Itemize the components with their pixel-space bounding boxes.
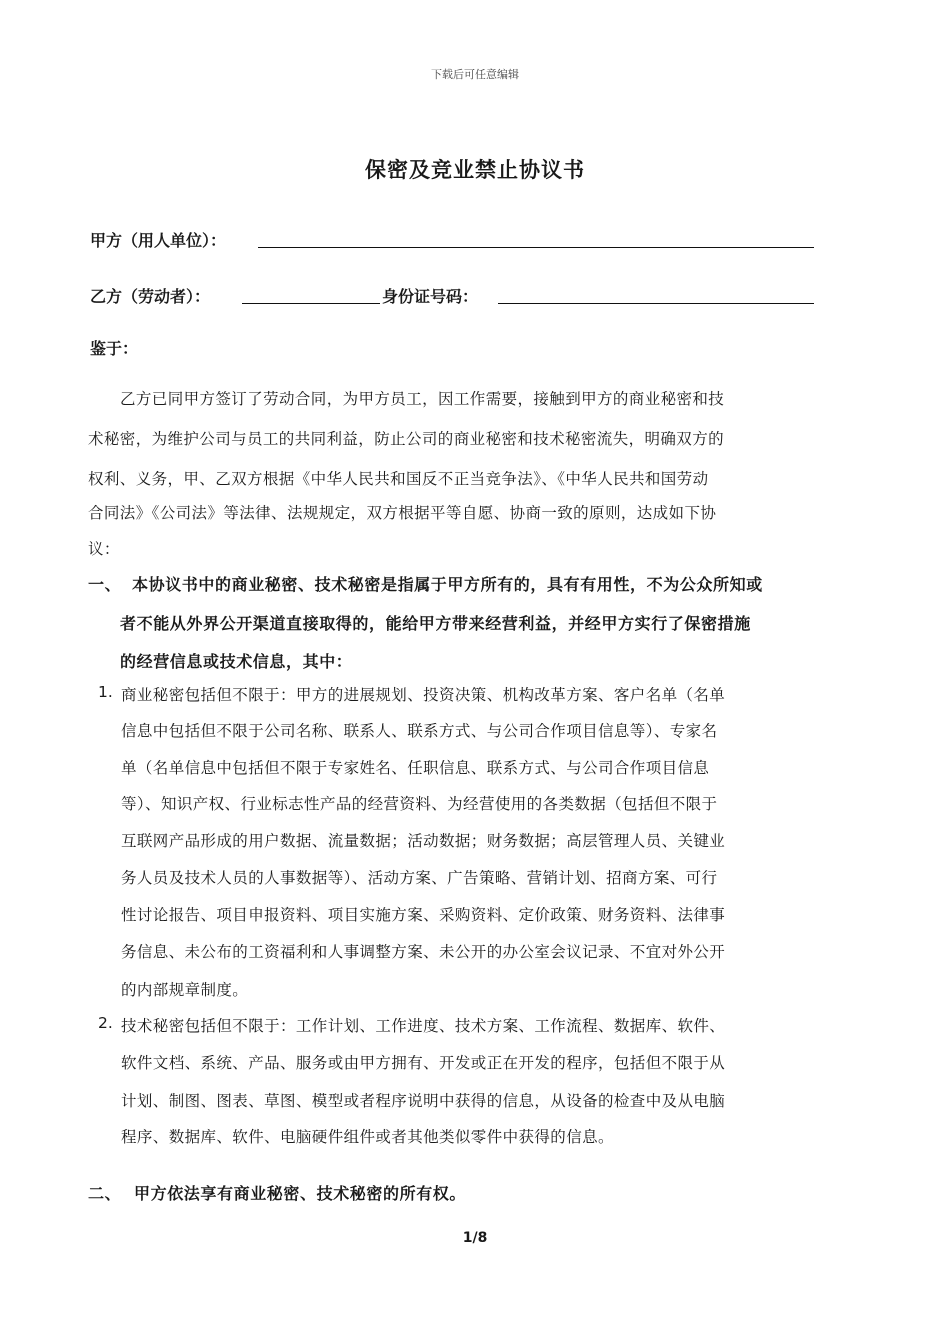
current-page: 1 xyxy=(462,1230,473,1246)
intro-line: 乙方已同甲方签订了劳动合同，为甲方员工，因工作需要，接触到甲方的商业秘密和技 xyxy=(120,390,725,408)
page-separator: / xyxy=(472,1230,478,1246)
article-1-line: 者不能从外界公开渠道直接取得的，能给甲方带来经营利益，并经甲方实行了保密措施 xyxy=(120,614,751,633)
party-b-label: 乙方（劳动者）： xyxy=(90,287,211,306)
item-line: 性讨论报告、项目申报资料、项目实施方案、采购资料、定价政策、财务资料、法律事 xyxy=(121,906,726,924)
item-line: 信息中包括但不限于公司名称、联系人、联系方式、与公司合作项目信息等）、专家名 xyxy=(121,722,718,740)
item-number: 1. xyxy=(98,683,113,701)
article-1-number: 一、 xyxy=(88,575,122,594)
article-2-number: 二、 xyxy=(88,1184,122,1203)
total-pages: 8 xyxy=(477,1230,488,1246)
intro-line: 合同法》《公司法》等法律、法规规定，双方根据平等自愿、协商一致的原则，达成如下协 xyxy=(88,504,717,522)
intro-line: 权利、义务，甲、乙双方根据《中华人民共和国反不正当竞争法》、《中华人民共和国劳动 xyxy=(88,470,709,488)
item-line: 务人员及技术人员的人事数据等）、活动方案、广告策略、营销计划、招商方案、可行 xyxy=(121,869,718,887)
party-a-label: 甲方（用人单位）： xyxy=(90,231,227,250)
id-number-blank xyxy=(498,303,814,304)
header-note: 下载后可任意编辑 xyxy=(431,68,519,81)
item-line: 技术秘密包括但不限于：工作计划、工作进度、技术方案、工作流程、数据库、软件、 xyxy=(121,1017,726,1035)
item-line: 计划、制图、图表、草图、模型或者程序说明中获得的信息，从设备的检查中及从电脑 xyxy=(121,1092,726,1110)
item-line: 程序、数据库、软件、电脑硬件组件或者其他类似零件中获得的信息。 xyxy=(121,1128,614,1146)
item-line: 软件文档、系统、产品、服务或由甲方拥有、开发或正在开发的程序，包括但不限于从 xyxy=(121,1054,726,1072)
party-b-name-blank xyxy=(242,303,380,304)
item-line: 互联网产品形成的用户数据、流量数据；活动数据；财务数据；高层管理人员、关键业 xyxy=(121,832,726,850)
document-title: 保密及竞业禁止协议书 xyxy=(365,158,585,182)
item-line: 单（名单信息中包括但不限于专家姓名、任职信息、联系方式、与公司合作项目信息 xyxy=(121,759,710,777)
item-line: 的内部规章制度。 xyxy=(121,981,249,999)
intro-line: 议： xyxy=(88,540,120,558)
id-number-label: 身份证号码： xyxy=(382,287,479,306)
whereas-heading: 鉴于： xyxy=(90,339,139,358)
page-number xyxy=(0,1230,950,1246)
article-1-line: 的经营信息或技术信息，其中： xyxy=(120,652,353,671)
item-line: 务信息、未公布的工资福利和人事调整方案、未公开的办公室会议记录、不宜对外公开 xyxy=(121,943,726,961)
article-1-line: 本协议书中的商业秘密、技术秘密是指属于甲方所有的，具有有用性，不为公众所知或 xyxy=(132,575,763,594)
party-a-blank xyxy=(258,247,814,248)
item-number: 2. xyxy=(98,1014,113,1032)
article-2-text: 甲方依法享有商业秘密、技术秘密的所有权。 xyxy=(134,1184,467,1203)
intro-line: 术秘密，为维护公司与员工的共同利益，防止公司的商业秘密和技术秘密流失，明确双方的 xyxy=(88,430,725,448)
item-line: 商业秘密包括但不限于：甲方的进展规划、投资决策、机构改革方案、客户名单（名单 xyxy=(121,686,726,704)
item-line: 等）、知识产权、行业标志性产品的经营资料、为经营使用的各类数据（包括但不限于 xyxy=(121,795,718,813)
